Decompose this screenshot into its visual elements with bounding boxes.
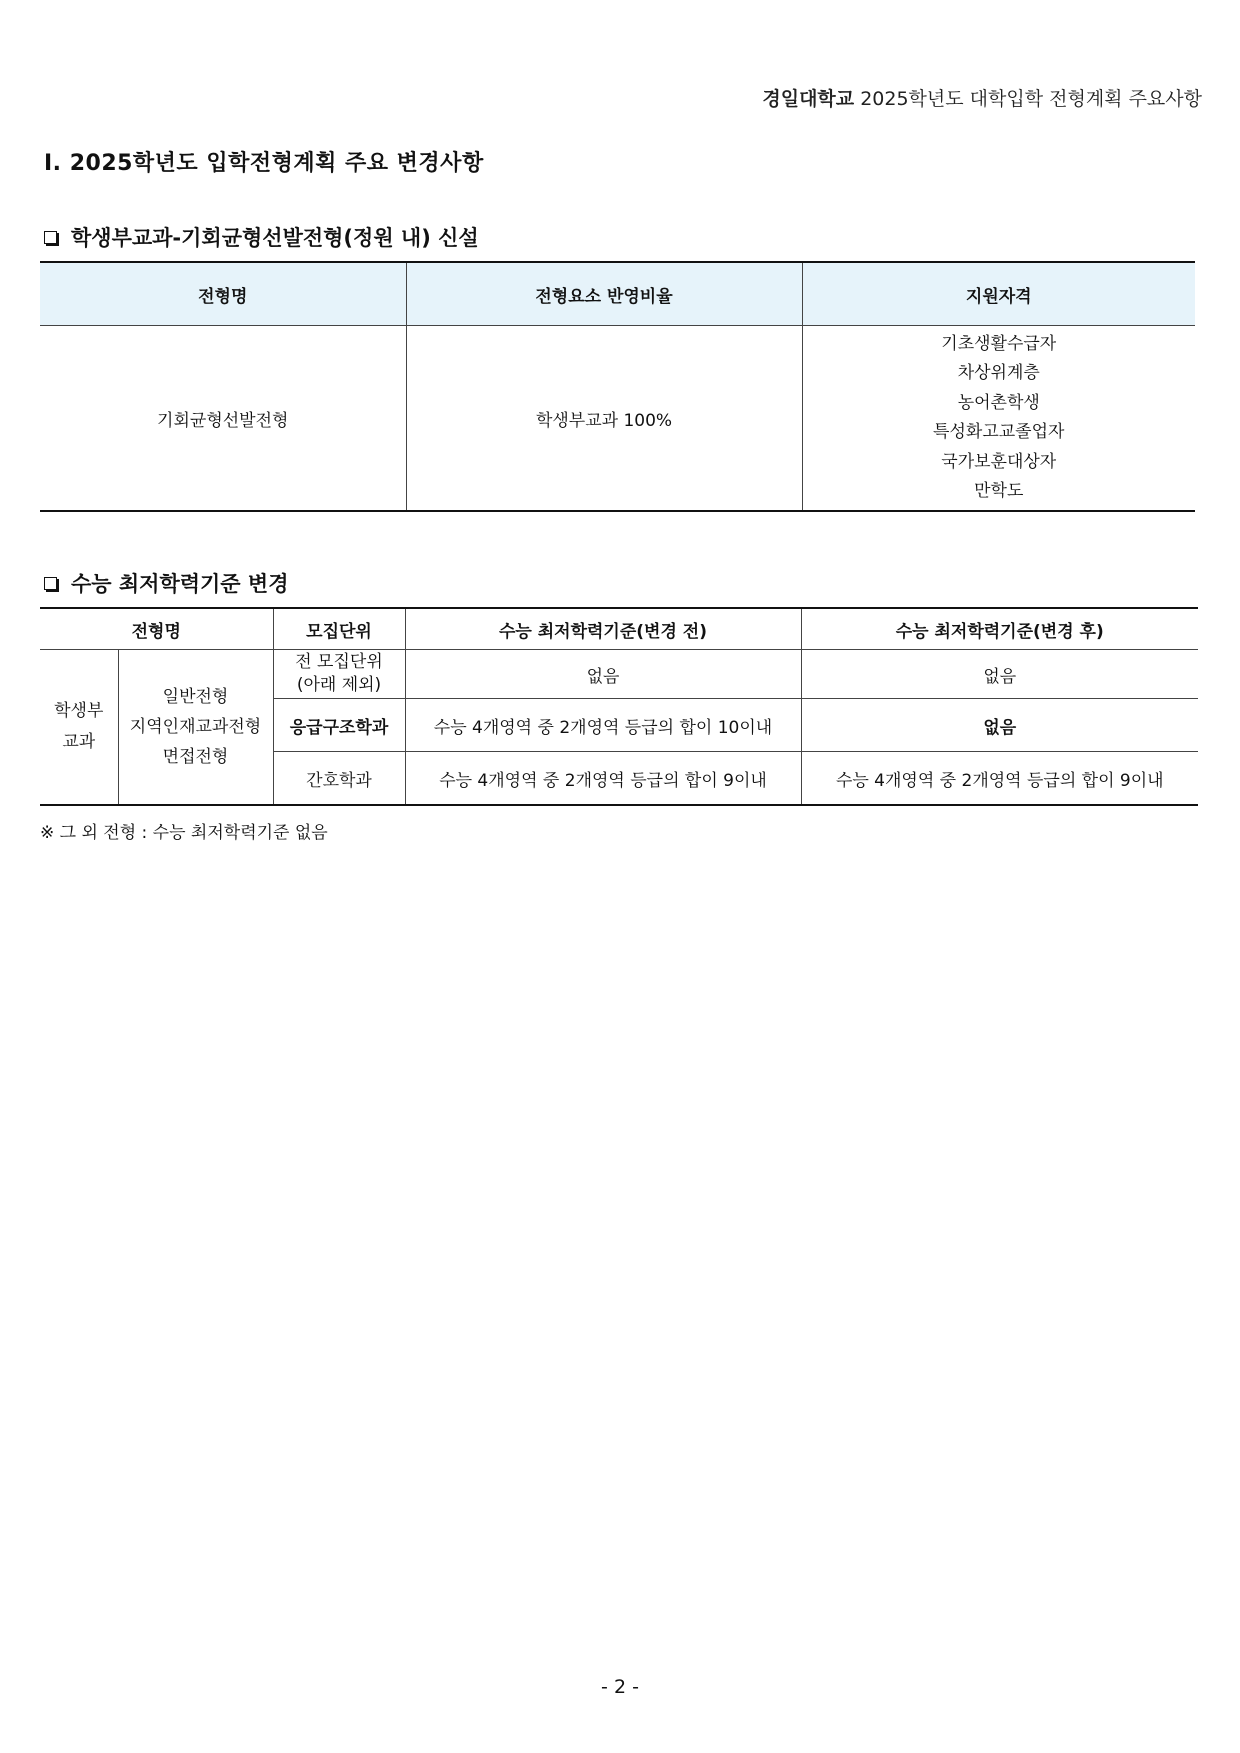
section-title: Ⅰ. 2025학년도 입학전형계획 주요 변경사항 bbox=[44, 151, 484, 176]
section2-heading bbox=[44, 568, 288, 598]
column-header: 전형요소 반영비율 bbox=[406, 262, 802, 326]
after-cell: 수능 4개영역 중 2개영역 등급의 합이 9이내 bbox=[801, 752, 1198, 806]
after-cell: 없음 bbox=[801, 650, 1198, 699]
column-header: 전형명 bbox=[40, 262, 406, 326]
checkbox-bullet-icon bbox=[44, 577, 57, 590]
before-cell: 없음 bbox=[405, 650, 801, 699]
category-line: 학생부 bbox=[54, 701, 104, 721]
unit-cell: 응급구조학과 bbox=[273, 699, 405, 752]
before-cell: 수능 4개영역 중 2개영역 등급의 합이 10이내 bbox=[405, 699, 801, 752]
after-cell: 없음 bbox=[801, 699, 1198, 752]
ratio-cell: 학생부교과 100% bbox=[406, 326, 802, 512]
column-header: 수능 최저학력기준(변경 전) bbox=[405, 608, 801, 650]
category-line: 교과 bbox=[62, 732, 96, 752]
eligibility-item: 차상위계층 bbox=[957, 363, 1040, 383]
eligibility-item: 특성화고교졸업자 bbox=[933, 422, 1065, 442]
eligibility-cell bbox=[802, 326, 1195, 512]
header-subtitle: 2025학년도 대학입학 전형계획 주요사항 bbox=[860, 88, 1202, 110]
eligibility-item: 국가보훈대상자 bbox=[941, 451, 1057, 472]
checkbox-bullet-icon bbox=[44, 231, 57, 244]
school-name: 경일대학교 bbox=[762, 88, 855, 110]
column-header: 지원자격 bbox=[802, 262, 1195, 326]
admission-type: 면접전형 bbox=[162, 747, 229, 767]
unit-line: 전 모집단위 bbox=[295, 652, 383, 672]
eligibility-item: 농어촌학생 bbox=[957, 392, 1040, 413]
section2-heading-text: 수능 최저학력기준 변경 bbox=[71, 572, 289, 596]
unit-cell bbox=[273, 650, 405, 699]
before-cell: 수능 4개영역 중 2개영역 등급의 합이 9이내 bbox=[405, 752, 801, 806]
section1-heading bbox=[44, 222, 479, 252]
document-header bbox=[762, 84, 1202, 111]
footnote: ※ 그 외 전형 : 수능 최저학력기준 없음 bbox=[40, 823, 328, 843]
admission-types-cell bbox=[118, 650, 273, 806]
eligibility-item: 만학도 bbox=[974, 481, 1024, 501]
table-row bbox=[40, 650, 1198, 699]
admission-type: 일반전형 bbox=[162, 687, 229, 707]
page-number: - 2 - bbox=[601, 1676, 639, 1698]
table-header-row bbox=[40, 608, 1198, 650]
unit-line: (아래 제외) bbox=[296, 675, 382, 695]
table-row bbox=[40, 326, 1195, 512]
column-header: 모집단위 bbox=[273, 608, 405, 650]
table-header-row bbox=[40, 262, 1195, 326]
section1-heading-text: 학생부교과-기회균형선발전형(정원 내) 신설 bbox=[71, 226, 479, 250]
csat-minimum-table bbox=[40, 607, 1198, 806]
category-cell bbox=[40, 650, 118, 806]
new-admission-table bbox=[40, 261, 1195, 512]
column-header: 전형명 bbox=[40, 608, 273, 650]
admission-type: 지역인재교과전형 bbox=[129, 717, 262, 737]
column-header: 수능 최저학력기준(변경 후) bbox=[801, 608, 1198, 650]
eligibility-item: 기초생활수급자 bbox=[941, 333, 1057, 354]
admission-type-cell: 기회균형선발전형 bbox=[40, 326, 406, 512]
unit-cell: 간호학과 bbox=[273, 752, 405, 806]
